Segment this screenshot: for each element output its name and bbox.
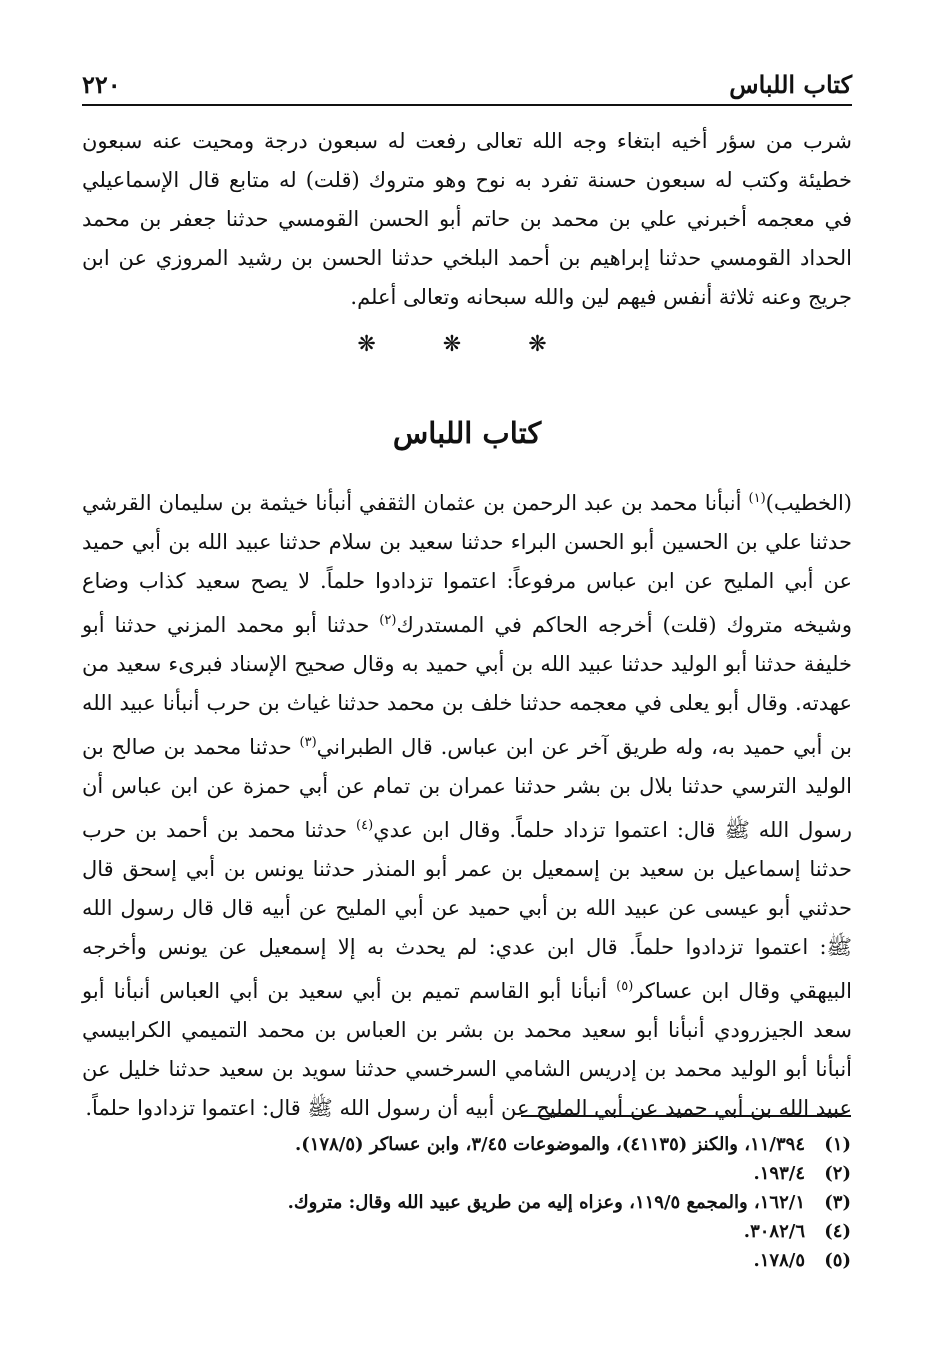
footnote-text: ١٩٣/٤.	[753, 1163, 805, 1184]
footnote-item	[81, 1188, 851, 1217]
section-separator: ❋ ❋ ❋	[357, 332, 577, 357]
footnote-number: (٣)	[824, 1192, 851, 1213]
page-header	[82, 66, 852, 106]
footnote-number: (٥)	[824, 1250, 851, 1271]
footnote-item	[81, 1159, 851, 1188]
text-segment: أنبأنا محمد بن عبد الرحمن بن عثمان الثقفي أنبأنا خيثمة بن سليمان القرشي حدثنا علي بن الحسين أبو الحسن البراء حدثنا سعيد بن سلام حدثنا عبيد الله بن أبي حميد عن أبي المليح عن ابن عباس مرفوعاً: اعتموا تزدادوا حلماً. لا يصح سعيد كذاب وضاع وشيخه متروك (قلت) أخرجه الحاكم في المستدرك	[82, 491, 852, 637]
page-number: ٢٢٠	[82, 70, 121, 99]
footnote-ref-3: (٣)	[299, 735, 317, 750]
text-segment: حدثنا أبو محمد المزني حدثنا أبو خليفة حدثنا أبو الوليد حدثنا عبيد الله بن أبي حميد به وقال صحيح الإسناد فبرىء سعيد من عهدته. وقال أبو يعلى في معجمه حدثنا خلف بن محمد حدثنا غياث بن حرب أنبأنا عبيد الله بن أبي حميد به، وله طريق آخر عن ابن عباس. قال الطبراني	[82, 613, 852, 759]
text-segment: حدثنا محمد بن أحمد بن حرب حدثنا إسماعيل بن سعيد بن إسمعيل بن عمر أبو المنذر حدثنا يونس بن أبي إسحق قال حدثني أبو عيسى عن عبيد الله بن أبي حميد عن أبي المليح عن أبيه قال قال رسول الله ﷺ: اعتموا تزدادوا حلماً. قال ابن عدي: لم يحدث به إلا إسمعيل عن يونس وأخرجه البيهقي وقال ابن عساكر	[82, 818, 852, 1003]
footnote-number: (٢)	[824, 1163, 851, 1184]
footnote-text: ١٧٨/٥.	[753, 1250, 805, 1271]
main-paragraph	[82, 479, 852, 1128]
footnote-item	[81, 1130, 851, 1159]
running-title: كتاب اللباس	[729, 70, 852, 99]
footnote-text: ١١/٣٩٤، والكنز (٤١١٣٥)، والموضوعات ٣/٤٥، وابن عساكر (١٧٨/٥).	[294, 1134, 805, 1155]
footnote-ref-1: (١)	[748, 491, 766, 506]
footnote-text: ١٦٢/١، والمجمع ١١٩/٥، وعزاه إليه من طريق عبيد الله وقال: متروك.	[287, 1192, 805, 1213]
footnote-ref-2: (٢)	[379, 613, 397, 628]
continuation-paragraph: شرب من سؤر أخيه ابتغاء وجه الله تعالى رفعت له سبعون درجة ومحيت عنه سبعون خطيئة وكتب له سبعون حسنة تفرد به نوح وهو متروك (قلت) له متابع قال الإسماعيلي في معجمه أخبرني علي بن محمد بن حاتم أبو الحسن القومسي حدثنا جعفر بن محمد الحداد القومسي حدثنا إبراهيم بن أحمد البلخي حدثنا الحسن بن رشيد المروزي عن ابن جريج وعنه ثلاثة أنفس فيهم لين والله سبحانه وتعالى أعلم.	[82, 129, 852, 309]
footnote-item	[81, 1246, 851, 1275]
footnote-ref-4: (٤)	[356, 818, 374, 833]
footnote-text: ٣٠٨٢/٦.	[743, 1221, 805, 1242]
text-segment: حدثنا محمد بن صالح بن الوليد الترسي حدثنا بلال بن بشر حدثنا عمران بن تمام عن أبي حمزة عن ابن عباس أن رسول الله ﷺ قال: اعتموا تزداد حلماً. وقال ابن عدي	[82, 735, 852, 842]
footnotes-list	[81, 1130, 851, 1275]
text-segment: أنبأنا أبو القاسم تميم بن أبي سعيد بن أبي العباس أنبأنا أبو سعد الجيزرودي أنبأنا أبو سعيد محمد بن بشر بن العباس بن محمد التميمي الكرابيسي أنبأنا أبو الوليد محمد بن إدريس الشامي السرخسي حدثنا سويد بن سعيد حدثنا خليل عن عبيد الله بن أبي حميد عن أبي المليح عن أبيه أن رسول الله ﷺ قال: اعتموا تزدادوا حلماً.	[82, 979, 852, 1120]
text-segment: (الخطيب)	[765, 491, 852, 515]
footnote-ref-5: (٥)	[616, 979, 634, 994]
footnote-number: (٤)	[824, 1221, 851, 1242]
footnote-number: (١)	[824, 1134, 851, 1155]
footnote-item	[81, 1217, 851, 1246]
footnote-divider	[521, 1115, 851, 1117]
section-title: كتاب اللباس	[392, 416, 542, 450]
